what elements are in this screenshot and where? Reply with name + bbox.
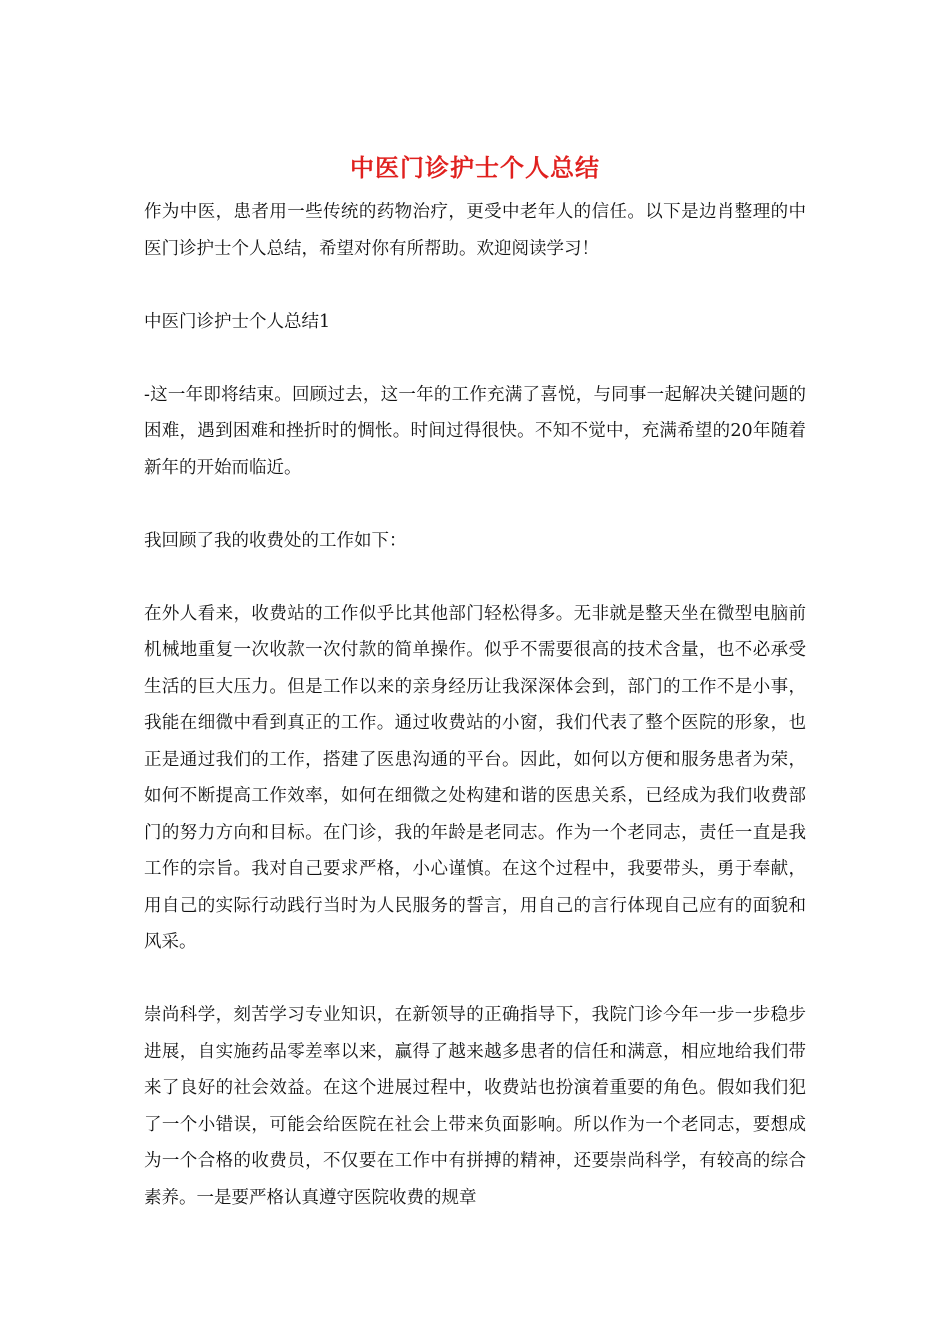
- body-paragraph: -这一年即将结束。回顾过去，这一年的工作充满了喜悦，与同事一起解决关键问题的困难，遇到困难和挫折时的惆怅。时间过得很快。不知不觉中，充满希望的20年随着新年的开始而临近。: [144, 384, 806, 478]
- body-paragraph: 我回顾了我的收费处的工作如下：: [144, 530, 407, 551]
- body-paragraph: 在外人看来，收费站的工作似乎比其他部门轻松得多。无非就是整天坐在微型电脑前机械地重复一次收款一次付款的简单操作。似乎不需要很高的技术含量，也不必承受生活的巨大压力。但是工作以来的亲身经历让我深深体会到，部门的工作不是小事，我能在细微中看到真正的工作。通过收费站的小窗，我们代表了整个医院的形象，也正是通过我们的工作，搭建了医患沟通的平台。因此，如何以方便和服务患者为荣，如何不断提高工作效率，如何在细微之处构建和谐的医患关系，已经成为我们收费部门的努力方向和目标。在门诊，我的年龄是老同志。作为一个老同志，责任一直是我工作的宗旨。我对自己要求严格，小心谨慎。在这个过程中，我要带头，勇于奉献，用自己的实际行动践行当时为人民服务的誓言，用自己的言行体现自己应有的面貌和风采。: [144, 603, 806, 952]
- intro-paragraph: 作为中医，患者用一些传统的药物治疗，更受中老年人的信任。以下是边肖整理的中医门诊护士个人总结，希望对你有所帮助。欢迎阅读学习！: [144, 202, 806, 259]
- document-title: 中医门诊护士个人总结: [350, 153, 600, 182]
- document-body: [144, 194, 806, 1216]
- section-heading: 中医门诊护士个人总结1: [144, 311, 331, 332]
- body-paragraph: 崇尚科学，刻苦学习专业知识，在新领导的正确指导下，我院门诊今年一步一步稳步进展，自实施药品零差率以来，赢得了越来越多患者的信任和满意，相应地给我们带来了良好的社会效益。在这个进展过程中，收费站也扮演着重要的角色。假如我们犯了一个小错误，可能会给医院在社会上带来负面影响。所以作为一个老同志，要想成为一个合格的收费员，不仅要在工作中有拼搏的精神，还要崇尚科学，有较高的综合素养。一是要严格认真遵守医院收费的规章: [144, 1005, 806, 1208]
